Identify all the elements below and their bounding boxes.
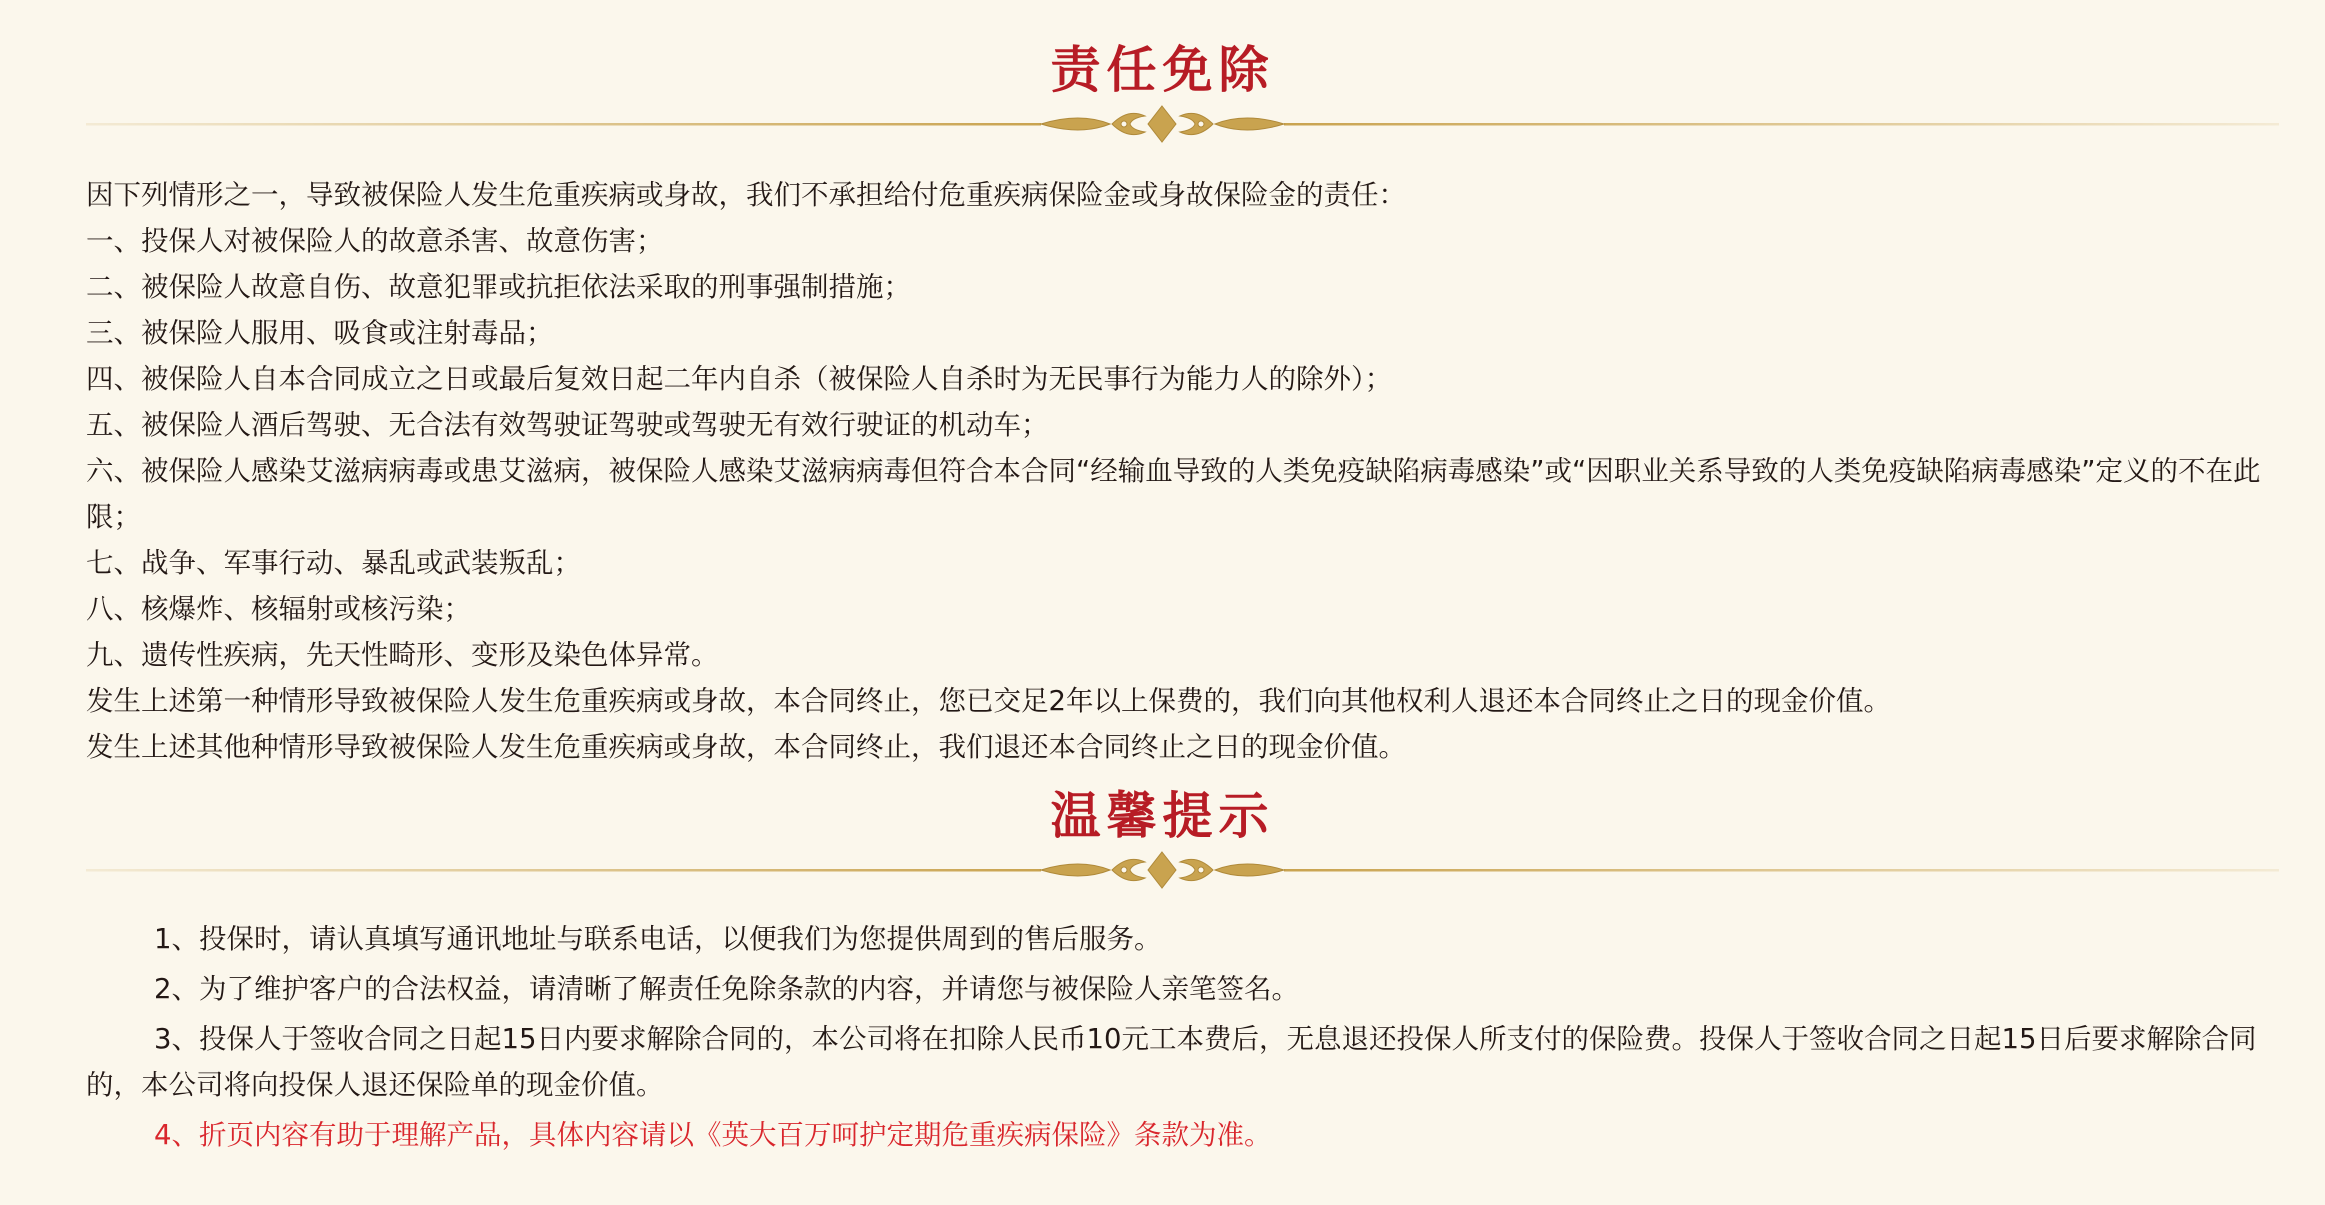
exemption-item: 七、战争、军事行动、暴乱或武装叛乱； [86, 547, 581, 579]
exemption-item: 九、遗传性疾病，先天性畸形、变形及染色体异常。 [86, 639, 719, 671]
divider-ornament [0, 850, 2325, 890]
exemption-section [0, 40, 2325, 144]
exemption-outcome-first: 发生上述第一种情形导致被保险人发生危重疾病或身故，本合同终止，您已交足2年以上保费的，我们向其他权利人退还本合同终止之日的现金价值。 [86, 685, 1891, 717]
tip-item: 1、投保时，请认真填写通讯地址与联系电话，以便我们为您提供周到的售后服务。 [154, 923, 1162, 955]
divider-ornament [0, 104, 2325, 144]
tips-title: 温馨提示 [1050, 787, 1275, 845]
tip-item: 2、为了维护客户的合法权益，请清晰了解责任免除条款的内容，并请您与被保险人亲笔签名。 [154, 973, 1299, 1005]
exemption-title: 责任免除 [1050, 41, 1275, 99]
tips-section [0, 786, 2325, 890]
exemption-item: 八、核爆炸、核辐射或核污染； [86, 593, 471, 625]
tip-item-highlight: 4、折页内容有助于理解产品，具体内容请以《英大百万呵护定期危重疾病保险》条款为准。 [154, 1119, 1272, 1151]
exemption-item: 五、被保险人酒后驾驶、无合法有效驾驶证驾驶或驾驶无有效行驶证的机动车； [86, 409, 1049, 441]
exemption-outcome-other: 发生上述其他种情形导致被保险人发生危重疾病或身故，本合同终止，我们退还本合同终止之日的现金价值。 [86, 731, 1406, 763]
exemption-item: 二、被保险人故意自伤、故意犯罪或抗拒依法采取的刑事强制措施； [86, 271, 911, 303]
exemption-item: 六、被保险人感染艾滋病病毒或患艾滋病，被保险人感染艾滋病病毒但符合本合同“经输血导致的人类免疫缺陷病毒感染”或“因职业关系导致的人类免疫缺陷病毒感染”定义的不在此限； [86, 455, 2261, 533]
ornament-flourish-icon [0, 104, 2325, 144]
ornament-flourish-icon [0, 850, 2325, 890]
exemption-intro: 因下列情形之一，导致被保险人发生危重疾病或身故，我们不承担给付危重疾病保险金或身故保险金的责任： [86, 179, 1406, 211]
exemption-item: 一、投保人对被保险人的故意杀害、故意伤害； [86, 225, 664, 257]
tip-item: 3、投保人于签收合同之日起15日内要求解除合同的，本公司将在扣除人民币10元工本费后，无息退还投保人所支付的保险费。投保人于签收合同之日起15日后要求解除合同的，本公司将向投保人退还保险单的现金价值。 [86, 1023, 2257, 1101]
exemption-item: 三、被保险人服用、吸食或注射毒品； [86, 317, 554, 349]
exemption-item: 四、被保险人自本合同成立之日或最后复效日起二年内自杀（被保险人自杀时为无民事行为能力人的除外）； [86, 363, 1393, 395]
